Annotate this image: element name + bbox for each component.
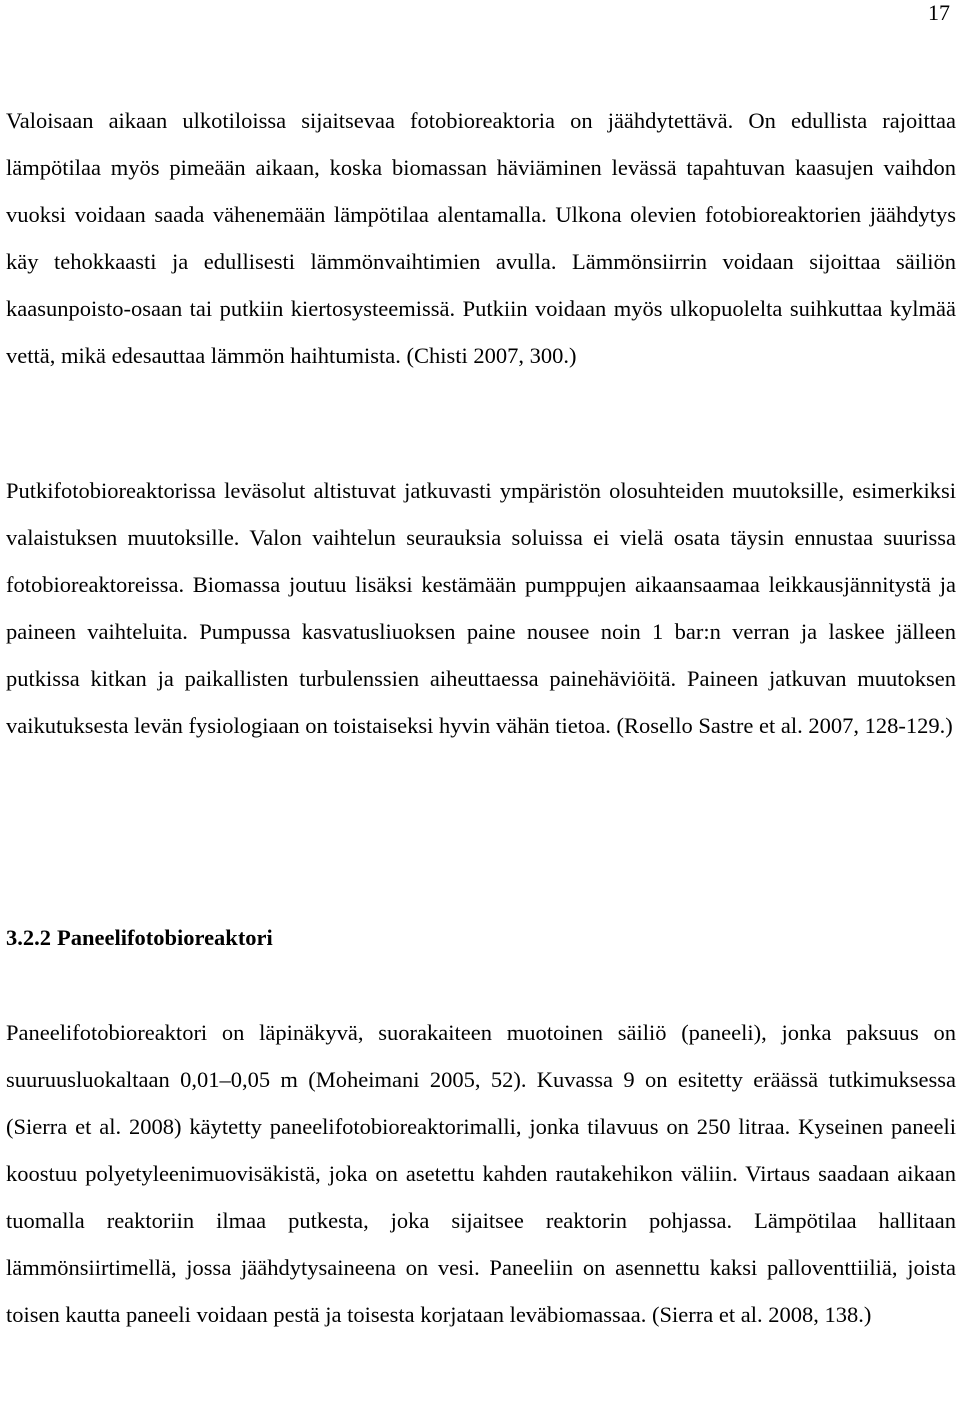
section-number: 3.2.2 [6,925,51,950]
section-heading [6,918,273,958]
paragraph-panel-reactor: Paneelifotobioreaktori on läpinäkyvä, suorakaiteen muotoinen säiliö (paneeli), jonka paksuus on suuruusluokaltaan 0,01–0,05 m (Moheimani 2005, 52). Kuvassa 9 on esitetty eräässä tutkimuksessa (Sierra et al. 2008) käytetty paneelifotobioreaktorimalli, jonka tilavuus on 250 litraa. Kyseinen paneeli koostuu polyetyleenimuovisäkistä, joka on asetettu kahden rautakehikon väliin. Virtaus saadaan aikaan tuomalla reaktoriin ilmaa putkesta, joka sijaitsee reaktorin pohjassa. Lämpötilaa hallitaan lämmönsiirtimellä, jossa jäähdytysaineena on vesi. Paneeliin on asennettu kaksi palloventtiiliä, joista toisen kautta paneeli voidaan pestä ja toisesta korjataan leväbiomassaa. (Sierra et al. 2008, 138.) [6,1020,956,1327]
paragraph-tube-reactor-stress: Putkifotobioreaktorissa leväsolut altistuvat jatkuvasti ympäristön olosuhteiden muutoksille, esimerkiksi valaistuksen muutoksille. Valon vaihtelun seurauksia soluissa ei vielä osata täysin ennustaa suurissa fotobioreaktoreissa. Biomassa joutuu lisäksi kestämään pumppujen aikaansaamaa leikkausjännitystä ja paineen vaihteluita. Pumpussa kasvatusliuoksen paine nousee noin 1 bar:n verran ja laskee jälleen putkissa kitkan ja paikallisten turbulenssien aiheuttaessa painehäviöitä. Paineen jatkuvan muutoksen vaikutuksesta levän fysiologiaan on toistaiseksi hyvin vähän tietoa. (Rosello Sastre et al. 2007, 128-129.) [6,478,956,738]
page-number: 17 [928,0,950,25]
section-title: Paneelifotobioreaktori [57,925,273,950]
paragraph-cooling: Valoisaan aikaan ulkotiloissa sijaitsevaa fotobioreaktoria on jäähdytettävä. On edullista rajoittaa lämpötilaa myös pimeään aikaan, koska biomassan häviäminen levässä tapahtuvan kaasujen vaihdon vuoksi voidaan saada vähenemään lämpötilaa alentamalla. Ulkona olevien fotobioreaktorien jäähdytys käy tehokkaasti ja edullisesti lämmönvaihtimien avulla. Lämmönsiirrin voidaan sijoittaa säiliön kaasunpoisto-osaan tai putkiin kiertosysteemissä. Putkiin voidaan myös ulkopuolelta suihkuttaa kylmää vettä, mikä edesauttaa lämmön haihtumista. (Chisti 2007, 300.) [6,108,956,368]
